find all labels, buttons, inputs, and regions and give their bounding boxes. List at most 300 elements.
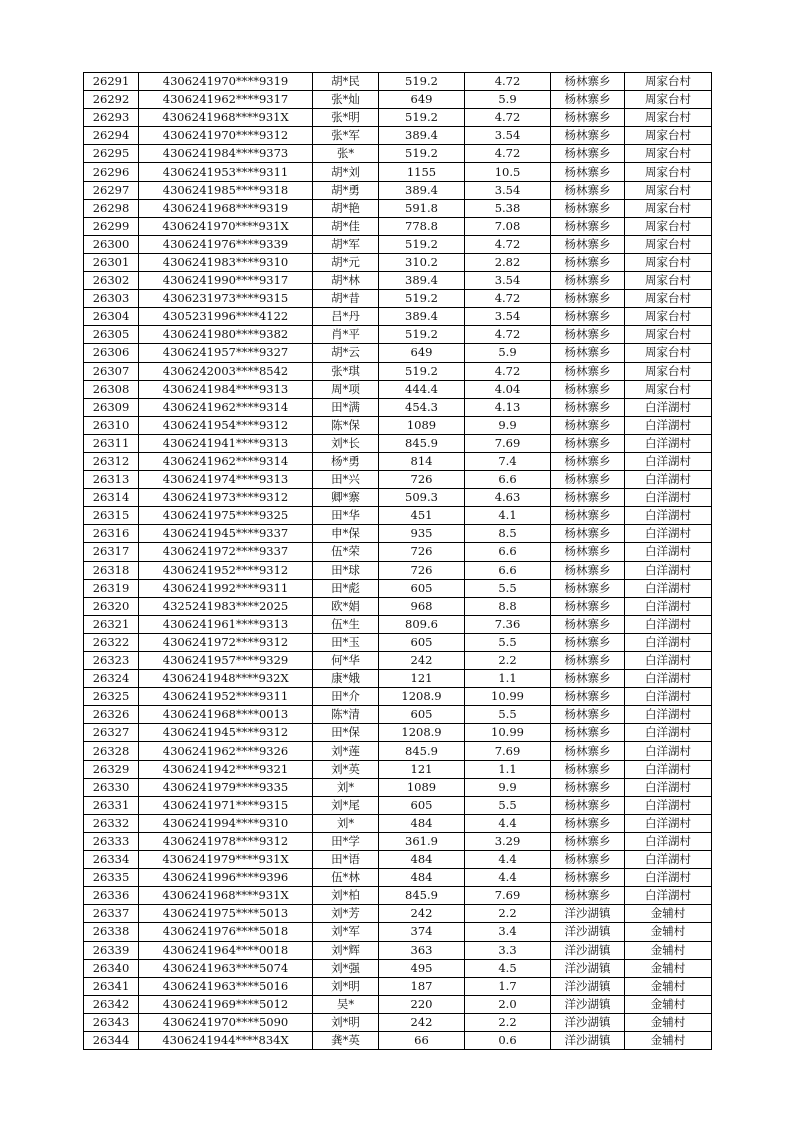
- row-number-cell: 26335: [84, 869, 139, 887]
- row-number-cell: 26324: [84, 670, 139, 688]
- table-row: [84, 416, 712, 434]
- row-number-cell: 26338: [84, 923, 139, 941]
- table-body: [84, 73, 712, 1050]
- name-cell: 刘*: [313, 814, 379, 832]
- table-row: [84, 344, 712, 362]
- village-cell: 周家台村: [625, 127, 712, 145]
- table-row: [84, 73, 712, 91]
- township-cell: 杨林寨乡: [551, 887, 625, 905]
- area-cell: 4.72: [465, 362, 551, 380]
- name-cell: 何*华: [313, 652, 379, 670]
- id-number-cell: 4306241996****9396: [139, 869, 313, 887]
- name-cell: 陈*清: [313, 706, 379, 724]
- amount-cell: 389.4: [379, 272, 465, 290]
- id-number-cell: 4306241975****9325: [139, 507, 313, 525]
- area-cell: 5.9: [465, 91, 551, 109]
- row-number-cell: 26297: [84, 181, 139, 199]
- row-number-cell: 26311: [84, 434, 139, 452]
- area-cell: 9.9: [465, 416, 551, 434]
- table-row: [84, 308, 712, 326]
- name-cell: 田*玉: [313, 633, 379, 651]
- amount-cell: 605: [379, 796, 465, 814]
- row-number-cell: 26329: [84, 760, 139, 778]
- amount-cell: 726: [379, 561, 465, 579]
- village-cell: 白洋湖村: [625, 579, 712, 597]
- township-cell: 杨林寨乡: [551, 199, 625, 217]
- row-number-cell: 26314: [84, 489, 139, 507]
- village-cell: 白洋湖村: [625, 796, 712, 814]
- township-cell: 杨林寨乡: [551, 398, 625, 416]
- amount-cell: 1208.9: [379, 688, 465, 706]
- table-row: [84, 633, 712, 651]
- row-number-cell: 26313: [84, 471, 139, 489]
- village-cell: 周家台村: [625, 272, 712, 290]
- area-cell: 2.2: [465, 652, 551, 670]
- id-number-cell: 4306241945****9312: [139, 724, 313, 742]
- township-cell: 杨林寨乡: [551, 235, 625, 253]
- name-cell: 田*学: [313, 832, 379, 850]
- area-cell: 2.2: [465, 1013, 551, 1031]
- township-cell: 杨林寨乡: [551, 434, 625, 452]
- area-cell: 10.5: [465, 163, 551, 181]
- amount-cell: 121: [379, 760, 465, 778]
- township-cell: 杨林寨乡: [551, 489, 625, 507]
- township-cell: 杨林寨乡: [551, 652, 625, 670]
- amount-cell: 519.2: [379, 73, 465, 91]
- area-cell: 10.99: [465, 724, 551, 742]
- township-cell: 杨林寨乡: [551, 181, 625, 199]
- township-cell: 洋沙湖镇: [551, 1031, 625, 1049]
- name-cell: 张*明: [313, 109, 379, 127]
- township-cell: 杨林寨乡: [551, 272, 625, 290]
- area-cell: 4.72: [465, 235, 551, 253]
- data-table: [83, 72, 712, 1050]
- row-number-cell: 26306: [84, 344, 139, 362]
- village-cell: 白洋湖村: [625, 543, 712, 561]
- id-number-cell: 4306241964****0018: [139, 941, 313, 959]
- id-number-cell: 4306241970****9312: [139, 127, 313, 145]
- amount-cell: 363: [379, 941, 465, 959]
- amount-cell: 242: [379, 652, 465, 670]
- village-cell: 白洋湖村: [625, 724, 712, 742]
- township-cell: 杨林寨乡: [551, 579, 625, 597]
- id-number-cell: 4306241952****9311: [139, 688, 313, 706]
- township-cell: 杨林寨乡: [551, 380, 625, 398]
- township-cell: 杨林寨乡: [551, 127, 625, 145]
- area-cell: 5.5: [465, 796, 551, 814]
- row-number-cell: 26316: [84, 525, 139, 543]
- village-cell: 白洋湖村: [625, 561, 712, 579]
- village-cell: 白洋湖村: [625, 832, 712, 850]
- amount-cell: 519.2: [379, 109, 465, 127]
- village-cell: 白洋湖村: [625, 597, 712, 615]
- village-cell: 白洋湖村: [625, 434, 712, 452]
- id-number-cell: 4306241976****5018: [139, 923, 313, 941]
- name-cell: 周*项: [313, 380, 379, 398]
- village-cell: 白洋湖村: [625, 615, 712, 633]
- name-cell: 吴*: [313, 995, 379, 1013]
- area-cell: 1.1: [465, 670, 551, 688]
- name-cell: 刘*柏: [313, 887, 379, 905]
- township-cell: 杨林寨乡: [551, 597, 625, 615]
- table-row: [84, 561, 712, 579]
- id-number-cell: 4305231996****4122: [139, 308, 313, 326]
- name-cell: 张*: [313, 145, 379, 163]
- township-cell: 洋沙湖镇: [551, 1013, 625, 1031]
- id-number-cell: 4306241968****931X: [139, 109, 313, 127]
- amount-cell: 605: [379, 579, 465, 597]
- township-cell: 杨林寨乡: [551, 471, 625, 489]
- village-cell: 金辅村: [625, 941, 712, 959]
- area-cell: 6.6: [465, 561, 551, 579]
- name-cell: 胡*勇: [313, 181, 379, 199]
- table-row: [84, 543, 712, 561]
- name-cell: 杨*勇: [313, 452, 379, 470]
- township-cell: 杨林寨乡: [551, 670, 625, 688]
- township-cell: 洋沙湖镇: [551, 995, 625, 1013]
- village-cell: 白洋湖村: [625, 507, 712, 525]
- area-cell: 4.5: [465, 959, 551, 977]
- id-number-cell: 4306241970****931X: [139, 217, 313, 235]
- village-cell: 白洋湖村: [625, 851, 712, 869]
- amount-cell: 845.9: [379, 887, 465, 905]
- row-number-cell: 26332: [84, 814, 139, 832]
- id-number-cell: 4306241984****9373: [139, 145, 313, 163]
- township-cell: 洋沙湖镇: [551, 941, 625, 959]
- id-number-cell: 4306241954****9312: [139, 416, 313, 434]
- name-cell: 胡*刘: [313, 163, 379, 181]
- amount-cell: 451: [379, 507, 465, 525]
- table-row: [84, 91, 712, 109]
- village-cell: 白洋湖村: [625, 869, 712, 887]
- area-cell: 4.1: [465, 507, 551, 525]
- area-cell: 3.54: [465, 127, 551, 145]
- amount-cell: 220: [379, 995, 465, 1013]
- village-cell: 金辅村: [625, 977, 712, 995]
- area-cell: 7.69: [465, 742, 551, 760]
- township-cell: 杨林寨乡: [551, 832, 625, 850]
- table-row: [84, 706, 712, 724]
- row-number-cell: 26344: [84, 1031, 139, 1049]
- amount-cell: 495: [379, 959, 465, 977]
- name-cell: 肖*平: [313, 326, 379, 344]
- name-cell: 田*兴: [313, 471, 379, 489]
- name-cell: 吕*丹: [313, 308, 379, 326]
- area-cell: 2.82: [465, 253, 551, 271]
- township-cell: 杨林寨乡: [551, 217, 625, 235]
- township-cell: 杨林寨乡: [551, 706, 625, 724]
- area-cell: 5.38: [465, 199, 551, 217]
- village-cell: 白洋湖村: [625, 706, 712, 724]
- village-cell: 金辅村: [625, 959, 712, 977]
- amount-cell: 66: [379, 1031, 465, 1049]
- area-cell: 8.5: [465, 525, 551, 543]
- village-cell: 白洋湖村: [625, 398, 712, 416]
- name-cell: 田*语: [313, 851, 379, 869]
- amount-cell: 121: [379, 670, 465, 688]
- area-cell: 3.54: [465, 181, 551, 199]
- area-cell: 4.4: [465, 869, 551, 887]
- table-row: [84, 507, 712, 525]
- name-cell: 刘*莲: [313, 742, 379, 760]
- village-cell: 白洋湖村: [625, 416, 712, 434]
- amount-cell: 242: [379, 1013, 465, 1031]
- area-cell: 7.08: [465, 217, 551, 235]
- name-cell: 田*保: [313, 724, 379, 742]
- id-number-cell: 4306241953****9311: [139, 163, 313, 181]
- amount-cell: 242: [379, 905, 465, 923]
- area-cell: 3.3: [465, 941, 551, 959]
- row-number-cell: 26312: [84, 452, 139, 470]
- table-row: [84, 109, 712, 127]
- amount-cell: 519.2: [379, 362, 465, 380]
- area-cell: 7.69: [465, 434, 551, 452]
- township-cell: 洋沙湖镇: [551, 923, 625, 941]
- table-row: [84, 127, 712, 145]
- table-row: [84, 272, 712, 290]
- table-row: [84, 724, 712, 742]
- township-cell: 洋沙湖镇: [551, 959, 625, 977]
- amount-cell: 649: [379, 91, 465, 109]
- id-number-cell: 4306242003****8542: [139, 362, 313, 380]
- row-number-cell: 26307: [84, 362, 139, 380]
- row-number-cell: 26331: [84, 796, 139, 814]
- township-cell: 杨林寨乡: [551, 145, 625, 163]
- township-cell: 杨林寨乡: [551, 253, 625, 271]
- area-cell: 9.9: [465, 778, 551, 796]
- id-number-cell: 4306241970****9319: [139, 73, 313, 91]
- village-cell: 白洋湖村: [625, 652, 712, 670]
- table-row: [84, 235, 712, 253]
- name-cell: 胡*民: [313, 73, 379, 91]
- row-number-cell: 26318: [84, 561, 139, 579]
- table-row: [84, 977, 712, 995]
- village-cell: 白洋湖村: [625, 633, 712, 651]
- township-cell: 杨林寨乡: [551, 344, 625, 362]
- area-cell: 1.7: [465, 977, 551, 995]
- amount-cell: 484: [379, 851, 465, 869]
- id-number-cell: 4306241962****9317: [139, 91, 313, 109]
- table-row: [84, 290, 712, 308]
- township-cell: 杨林寨乡: [551, 688, 625, 706]
- id-number-cell: 4306241992****9311: [139, 579, 313, 597]
- township-cell: 杨林寨乡: [551, 796, 625, 814]
- township-cell: 杨林寨乡: [551, 615, 625, 633]
- name-cell: 刘*长: [313, 434, 379, 452]
- id-number-cell: 4325241983****2025: [139, 597, 313, 615]
- township-cell: 杨林寨乡: [551, 290, 625, 308]
- row-number-cell: 26308: [84, 380, 139, 398]
- table-row: [84, 742, 712, 760]
- row-number-cell: 26310: [84, 416, 139, 434]
- amount-cell: 389.4: [379, 181, 465, 199]
- village-cell: 周家台村: [625, 217, 712, 235]
- township-cell: 杨林寨乡: [551, 73, 625, 91]
- table-row: [84, 688, 712, 706]
- row-number-cell: 26334: [84, 851, 139, 869]
- amount-cell: 649: [379, 344, 465, 362]
- table-row: [84, 525, 712, 543]
- name-cell: 刘*明: [313, 1013, 379, 1031]
- row-number-cell: 26295: [84, 145, 139, 163]
- row-number-cell: 26325: [84, 688, 139, 706]
- row-number-cell: 26298: [84, 199, 139, 217]
- id-number-cell: 4306241944****834X: [139, 1031, 313, 1049]
- row-number-cell: 26305: [84, 326, 139, 344]
- village-cell: 白洋湖村: [625, 742, 712, 760]
- name-cell: 伍*生: [313, 615, 379, 633]
- id-number-cell: 4306241976****9339: [139, 235, 313, 253]
- village-cell: 白洋湖村: [625, 452, 712, 470]
- amount-cell: 187: [379, 977, 465, 995]
- name-cell: 龚*英: [313, 1031, 379, 1049]
- amount-cell: 389.4: [379, 127, 465, 145]
- area-cell: 2.0: [465, 995, 551, 1013]
- village-cell: 金辅村: [625, 905, 712, 923]
- row-number-cell: 26302: [84, 272, 139, 290]
- table-row: [84, 796, 712, 814]
- table-row: [84, 217, 712, 235]
- row-number-cell: 26309: [84, 398, 139, 416]
- table-row: [84, 145, 712, 163]
- id-number-cell: 4306241968****931X: [139, 887, 313, 905]
- id-number-cell: 4306241942****9321: [139, 760, 313, 778]
- township-cell: 杨林寨乡: [551, 742, 625, 760]
- table-row: [84, 670, 712, 688]
- id-number-cell: 4306241975****5013: [139, 905, 313, 923]
- table-row: [84, 652, 712, 670]
- name-cell: 胡*昔: [313, 290, 379, 308]
- amount-cell: 605: [379, 633, 465, 651]
- id-number-cell: 4306241973****9312: [139, 489, 313, 507]
- name-cell: 田*介: [313, 688, 379, 706]
- id-number-cell: 4306241980****9382: [139, 326, 313, 344]
- id-number-cell: 4306241968****9319: [139, 199, 313, 217]
- row-number-cell: 26293: [84, 109, 139, 127]
- id-number-cell: 4306241957****9329: [139, 652, 313, 670]
- township-cell: 杨林寨乡: [551, 507, 625, 525]
- name-cell: 张*军: [313, 127, 379, 145]
- village-cell: 周家台村: [625, 235, 712, 253]
- area-cell: 8.8: [465, 597, 551, 615]
- amount-cell: 454.3: [379, 398, 465, 416]
- id-number-cell: 4306241972****9337: [139, 543, 313, 561]
- township-cell: 杨林寨乡: [551, 91, 625, 109]
- name-cell: 田*球: [313, 561, 379, 579]
- row-number-cell: 26319: [84, 579, 139, 597]
- area-cell: 4.63: [465, 489, 551, 507]
- table-row: [84, 489, 712, 507]
- name-cell: 刘*尾: [313, 796, 379, 814]
- township-cell: 杨林寨乡: [551, 778, 625, 796]
- id-number-cell: 4306231973****9315: [139, 290, 313, 308]
- name-cell: 胡*佳: [313, 217, 379, 235]
- amount-cell: 484: [379, 869, 465, 887]
- row-number-cell: 26343: [84, 1013, 139, 1031]
- amount-cell: 726: [379, 471, 465, 489]
- table-row: [84, 434, 712, 452]
- amount-cell: 484: [379, 814, 465, 832]
- village-cell: 周家台村: [625, 181, 712, 199]
- row-number-cell: 26322: [84, 633, 139, 651]
- township-cell: 杨林寨乡: [551, 561, 625, 579]
- village-cell: 白洋湖村: [625, 670, 712, 688]
- row-number-cell: 26299: [84, 217, 139, 235]
- amount-cell: 374: [379, 923, 465, 941]
- row-number-cell: 26304: [84, 308, 139, 326]
- id-number-cell: 4306241968****0013: [139, 706, 313, 724]
- amount-cell: 809.6: [379, 615, 465, 633]
- row-number-cell: 26296: [84, 163, 139, 181]
- village-cell: 金辅村: [625, 995, 712, 1013]
- table-row: [84, 362, 712, 380]
- township-cell: 杨林寨乡: [551, 543, 625, 561]
- township-cell: 杨林寨乡: [551, 633, 625, 651]
- amount-cell: 389.4: [379, 308, 465, 326]
- table-row: [84, 597, 712, 615]
- village-cell: 周家台村: [625, 326, 712, 344]
- table-row: [84, 941, 712, 959]
- row-number-cell: 26342: [84, 995, 139, 1013]
- village-cell: 周家台村: [625, 290, 712, 308]
- amount-cell: 814: [379, 452, 465, 470]
- township-cell: 杨林寨乡: [551, 163, 625, 181]
- table-row: [84, 615, 712, 633]
- id-number-cell: 4306241994****9310: [139, 814, 313, 832]
- amount-cell: 509.3: [379, 489, 465, 507]
- township-cell: 杨林寨乡: [551, 869, 625, 887]
- village-cell: 白洋湖村: [625, 525, 712, 543]
- village-cell: 周家台村: [625, 362, 712, 380]
- area-cell: 7.4: [465, 452, 551, 470]
- area-cell: 4.72: [465, 109, 551, 127]
- area-cell: 1.1: [465, 760, 551, 778]
- township-cell: 洋沙湖镇: [551, 905, 625, 923]
- row-number-cell: 26340: [84, 959, 139, 977]
- area-cell: 2.2: [465, 905, 551, 923]
- township-cell: 杨林寨乡: [551, 760, 625, 778]
- amount-cell: 310.2: [379, 253, 465, 271]
- table-row: [84, 163, 712, 181]
- id-number-cell: 4306241963****5016: [139, 977, 313, 995]
- row-number-cell: 26328: [84, 742, 139, 760]
- name-cell: 胡*元: [313, 253, 379, 271]
- area-cell: 4.72: [465, 73, 551, 91]
- amount-cell: 1155: [379, 163, 465, 181]
- area-cell: 3.29: [465, 832, 551, 850]
- row-number-cell: 26292: [84, 91, 139, 109]
- id-number-cell: 4306241962****9314: [139, 398, 313, 416]
- name-cell: 陈*保: [313, 416, 379, 434]
- id-number-cell: 4306241983****9310: [139, 253, 313, 271]
- name-cell: 田*满: [313, 398, 379, 416]
- name-cell: 刘*英: [313, 760, 379, 778]
- table-row: [84, 959, 712, 977]
- id-number-cell: 4306241971****9315: [139, 796, 313, 814]
- table-row: [84, 995, 712, 1013]
- area-cell: 4.4: [465, 814, 551, 832]
- area-cell: 4.72: [465, 145, 551, 163]
- table-row: [84, 814, 712, 832]
- table-row: [84, 452, 712, 470]
- name-cell: 刘*军: [313, 923, 379, 941]
- village-cell: 周家台村: [625, 163, 712, 181]
- amount-cell: 361.9: [379, 832, 465, 850]
- area-cell: 0.6: [465, 1031, 551, 1049]
- name-cell: 张*灿: [313, 91, 379, 109]
- township-cell: 杨林寨乡: [551, 724, 625, 742]
- amount-cell: 968: [379, 597, 465, 615]
